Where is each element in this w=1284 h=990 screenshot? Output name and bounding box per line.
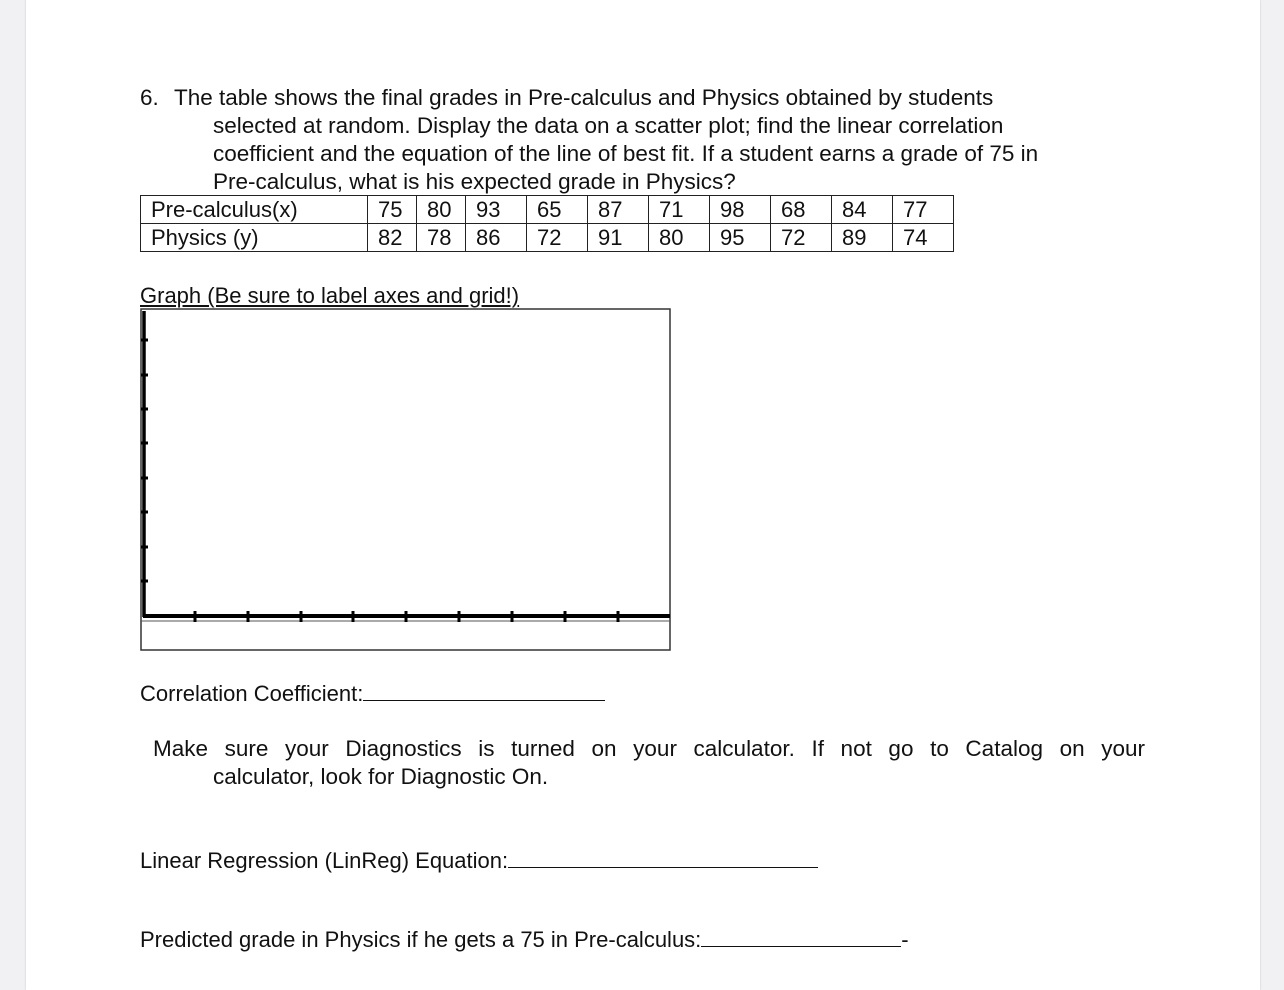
y-value: 95 <box>710 224 771 252</box>
y-value: 86 <box>466 224 527 252</box>
linreg-label: Linear Regression (LinReg) Equation: <box>140 848 509 873</box>
y-value: 89 <box>832 224 893 252</box>
y-value: 72 <box>527 224 588 252</box>
question-number: 6. <box>140 85 159 110</box>
x-value: 71 <box>649 196 710 224</box>
correlation-answer-blank[interactable] <box>363 680 605 701</box>
correlation-label: Correlation Coefficient: <box>140 681 364 706</box>
x-value: 80 <box>417 196 466 224</box>
prediction-answer-blank[interactable] <box>701 926 901 947</box>
y-value: 78 <box>417 224 466 252</box>
y-value: 80 <box>649 224 710 252</box>
question-line-3: coefficient and the equation of the line of best fit. If a student earns a grade of 75 in <box>213 141 1039 166</box>
y-value: 74 <box>893 224 954 252</box>
question-line-2: selected at random. Display the data on a scatter plot; find the linear correlation <box>213 113 1004 138</box>
diagnostics-line-2: calculator, look for Diagnostic On. <box>213 764 549 789</box>
question-6 <box>140 84 1150 196</box>
linreg-answer-blank[interactable] <box>508 847 818 868</box>
y-value: 72 <box>771 224 832 252</box>
prediction-trailing-mark: - <box>901 927 909 952</box>
y-value: 82 <box>368 224 417 252</box>
prediction-label: Predicted grade in Physics if he gets a 75 in Pre-calculus: <box>140 927 702 952</box>
correlation-line <box>140 680 605 707</box>
x-value: 93 <box>466 196 527 224</box>
x-value: 98 <box>710 196 771 224</box>
table-row-physics <box>141 224 954 252</box>
row-label-x: Pre-calculus(x) <box>141 196 368 224</box>
prediction-line <box>140 926 909 953</box>
graph-label: Graph (Be sure to label axes and grid!) <box>140 283 520 308</box>
x-value: 84 <box>832 196 893 224</box>
blank-graph <box>140 308 671 651</box>
question-line-1: The table shows the final grades in Pre-calculus and Physics obtained by students <box>174 85 994 110</box>
question-line-4: Pre-calculus, what is his expected grade in Physics? <box>213 169 736 194</box>
x-value: 68 <box>771 196 832 224</box>
y-value: 91 <box>588 224 649 252</box>
diagnostics-line-1: Make sure your Diagnostics is turned on your calculator. If not go to Catalog on your <box>153 736 1145 761</box>
grades-table <box>140 195 954 252</box>
table-row-precalculus <box>141 196 954 224</box>
x-value: 87 <box>588 196 649 224</box>
x-value: 77 <box>893 196 954 224</box>
x-value: 75 <box>368 196 417 224</box>
linreg-line <box>140 847 818 874</box>
graph-frame <box>141 309 670 650</box>
x-value: 65 <box>527 196 588 224</box>
diagnostics-note <box>153 735 1145 791</box>
row-label-y: Physics (y) <box>141 224 368 252</box>
